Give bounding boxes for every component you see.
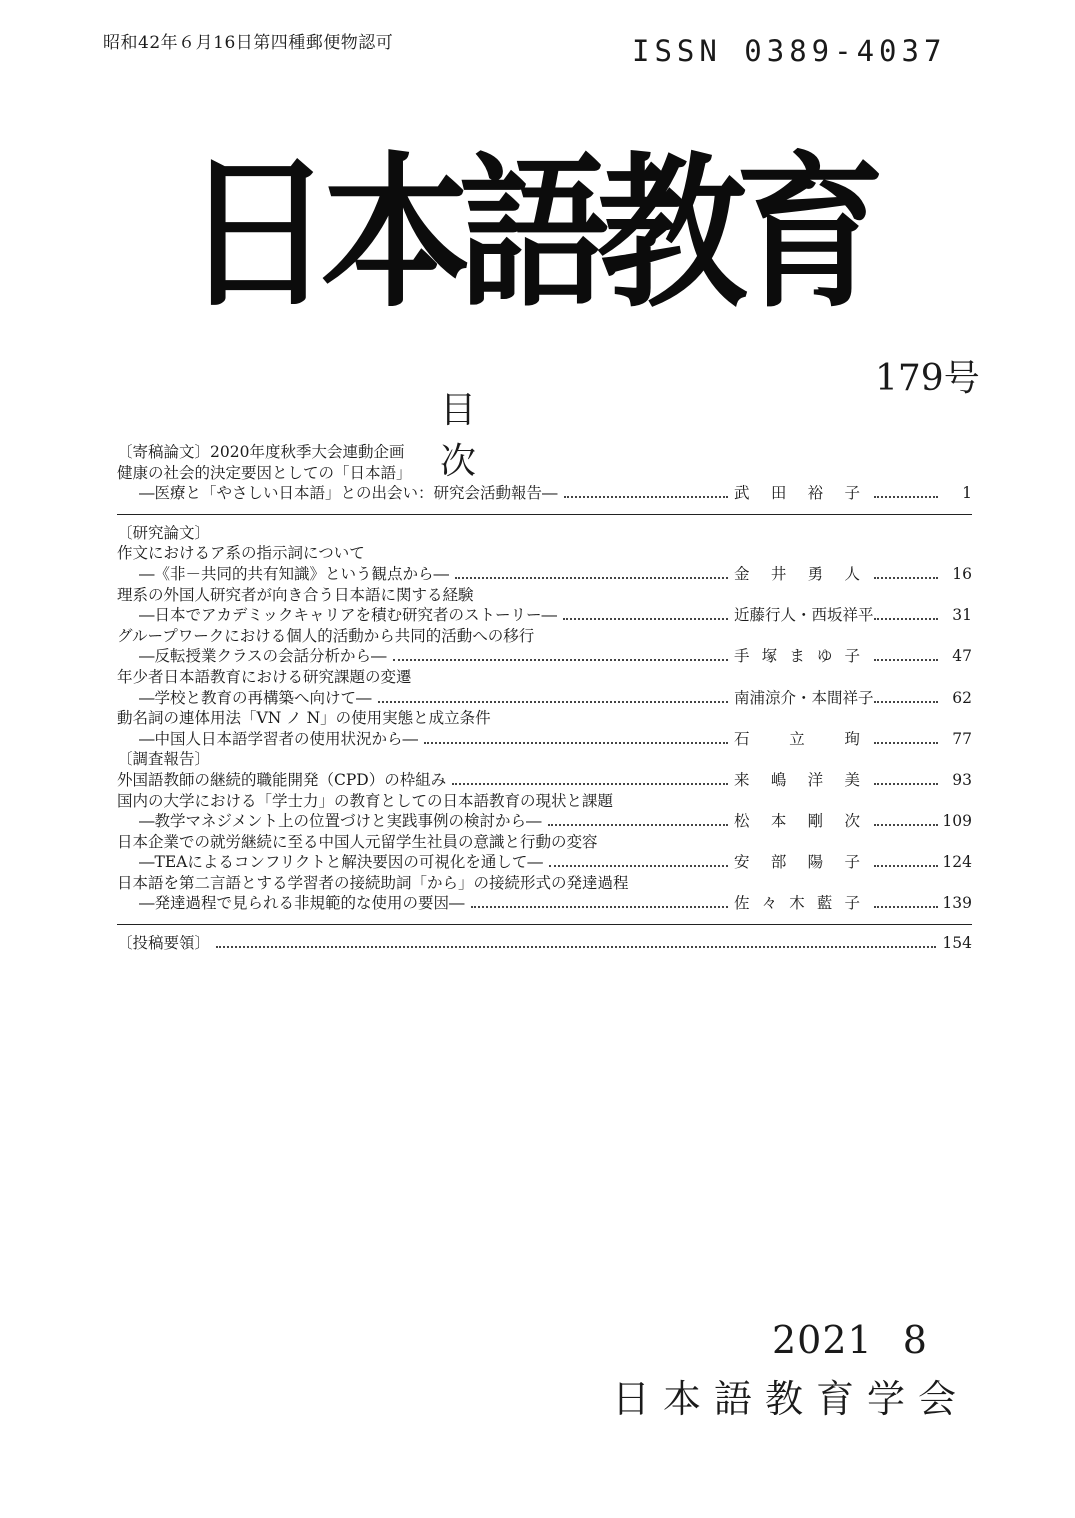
toc-page-number: 31 [952,606,972,625]
toc-entry [117,727,972,748]
toc-entry [117,461,972,482]
toc-author: 南浦涼介・本間祥子 [734,688,874,707]
toc-title: 〔研究論文〕 [117,523,211,542]
toc-page-number: 62 [952,688,972,707]
toc-entry [117,809,972,830]
toc-page-number: 77 [952,729,972,748]
toc-page-number: 16 [952,564,972,583]
dot-leader [874,906,938,908]
dot-leader [452,783,728,785]
toc-entry [117,931,972,952]
toc-title: 国内の大学における「学士力」の教育としての日本語教育の現状と課題 [117,791,614,810]
dot-leader [874,824,938,826]
toc-page-number: 1 [962,484,972,503]
toc-title: 健康の社会的決定要因としての「日本語」 [117,463,412,482]
toc-entry [117,562,972,583]
dot-leader [455,577,728,579]
toc-title: 作文におけるア系の指示詞について [117,544,365,563]
toc-title: 〔調査報告〕 [117,750,211,769]
dot-leader [424,742,728,744]
dot-leader [874,577,938,579]
toc-entry [117,891,972,912]
toc-subtitle: ―発達過程で見られる非規範的な使用の要因― [139,894,465,913]
toc-page-number: 109 [942,812,972,831]
toc-entry [117,850,972,871]
toc-page-number: 47 [952,647,972,666]
dot-leader [549,865,728,867]
toc-subtitle: ―反転授業クラスの会話分析から― [139,647,387,666]
journal-title: 日本語教育 [182,136,873,331]
toc-subtitle: ―TEAによるコンフリクトと解決要因の可視化を通して― [139,853,543,872]
toc-heading: 目 次 [440,390,653,482]
toc-entry [117,830,972,851]
dot-leader [393,659,728,661]
toc-entry [117,583,972,604]
toc-subtitle: ―教学マネジメント上の位置づけと実践事例の検討から― [139,812,542,831]
publication-year: 2021 [772,1318,873,1362]
toc-title: 理系の外国人研究者が向き合う日本語に関する経験 [117,585,474,604]
toc-author: 武 田 裕 子 [734,484,860,503]
toc-title: 日本企業での就労継続に至る中国人元留学生社員の意識と行動の変容 [117,832,598,851]
toc-title: 年少者日本語教育における研究課題の変遷 [117,667,412,686]
toc-entry [117,481,972,502]
toc-entry [117,871,972,892]
toc-entry [117,789,972,810]
dot-leader [471,906,728,908]
dot-leader [564,496,728,498]
toc-author: 近藤行人・西坂祥平 [734,606,874,625]
toc-subtitle: ―医療と「やさしい日本語」との出会い：研究会活動報告― [139,484,558,503]
toc-entry [117,706,972,727]
toc-title: 外国語教師の継続的職能開発（CPD）の枠組み [117,770,447,789]
dot-leader [874,865,938,867]
issn-number: ISSN 0389-4037 [632,34,947,68]
toc-author: 佐 々 木 藍 子 [734,894,860,913]
dot-leader [378,701,728,703]
postal-permit-text: 昭和42年６月16日第四種郵便物認可 [103,33,394,53]
toc-subtitle: ―学校と教育の再構築へ向けて― [139,688,372,707]
dot-leader [874,496,938,498]
toc-entry [117,686,972,707]
toc-entry [117,603,972,624]
toc-author: 安 部 陽 子 [734,853,860,872]
toc-entry [117,440,972,461]
dot-leader [563,618,728,620]
issue-number: 179号 [875,358,980,399]
toc-title: 〔寄稿論文〕2020年度秋季大会連動企画 [117,443,405,461]
toc-page-number: 124 [942,853,972,872]
toc-entry [117,747,972,768]
publication-month: 8 [902,1318,928,1362]
toc-author: 松 本 剛 次 [734,812,860,831]
toc-page-number: 154 [942,934,972,953]
publisher-name: 日本語教育学会 [612,1377,970,1421]
dot-leader [216,946,936,948]
toc-subtitle: ―日本でアカデミックキャリアを積む研究者のストーリー― [139,606,558,625]
toc-page-number: 93 [952,770,972,789]
dot-leader [874,659,938,661]
dot-leader [874,701,938,703]
toc-title: 〔投稿要領〕 [117,934,211,953]
toc-author: 石 立 珣 [734,729,860,748]
toc-entry [117,624,972,645]
toc-title: 日本語を第二言語とする学習者の接続助詞「から」の接続形式の発達過程 [117,873,629,892]
dot-leader [548,824,728,826]
toc-entry [117,541,972,562]
table-of-contents [117,440,972,952]
toc-title: 動名詞の連体用法「VN ノ N」の使用実態と成立条件 [117,709,491,728]
toc-subtitle: ―中国人日本語学習者の使用状況から― [139,729,419,748]
section-divider [117,924,972,925]
toc-entry [117,665,972,686]
toc-author: 金 井 勇 人 [734,564,860,583]
section-divider [117,514,972,515]
toc-title: グループワークにおける個人的活動から共同的活動への移行 [117,626,535,645]
toc-author: 来 嶋 洋 美 [734,770,860,789]
toc-page-number: 139 [942,894,972,913]
dot-leader [874,783,938,785]
publication-date [772,1318,928,1362]
dot-leader [874,742,938,744]
toc-entry [117,644,972,665]
toc-entry [117,768,972,789]
toc-entry [117,521,972,542]
toc-subtitle: ―《非－共同的共有知識》という観点から― [139,564,450,583]
dot-leader [874,618,938,620]
toc-author: 手 塚 ま ゆ 子 [734,647,860,666]
